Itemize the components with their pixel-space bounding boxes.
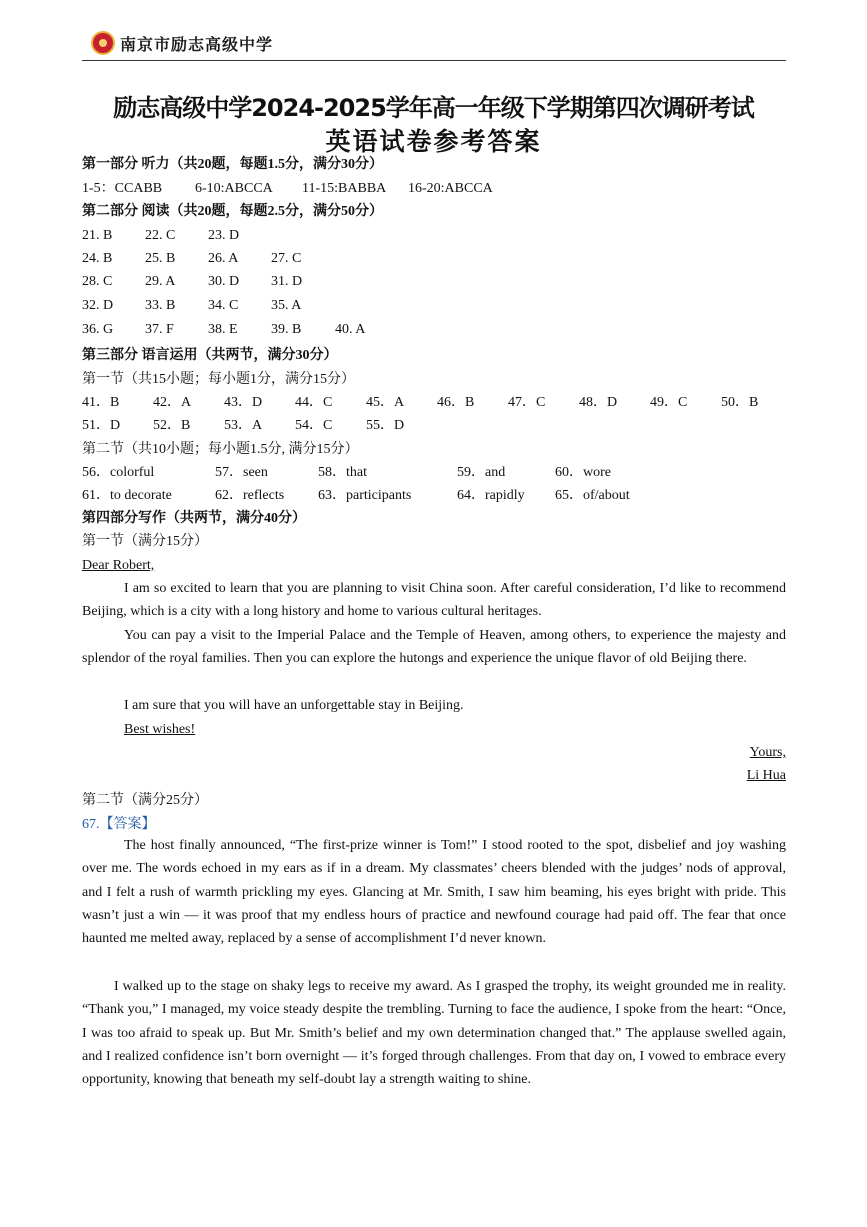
letter-paragraph: You can pay a visit to the Imperial Palace and the Temple of Heaven, among others, to experience the majesty and splendor of the royal families. Then you can explore the hutongs and experience the unique flavor of old Beijing there. <box>82 628 786 667</box>
answer-cell: 33. B <box>145 298 176 313</box>
answer-cell: 34. C <box>208 298 239 313</box>
letter-paragraph: I am sure that you will have an unforgettable stay in Beijing. <box>124 698 464 713</box>
answer-cell: 21. B <box>82 228 113 243</box>
letter-paragraph: I am so excited to learn that you are planning to visit China soon. After careful consideration, I’d like to recommend Beijing, which is a city with a long history and home to various cultural heritages. <box>82 581 786 620</box>
answer-group: 11-15:BABBA <box>302 181 387 196</box>
answer-cell: 32. D <box>82 298 114 313</box>
answer-cell: 26. A <box>208 251 239 266</box>
answer-label: 67.【答案】 <box>82 816 156 832</box>
answer-cell: 25. B <box>145 251 176 266</box>
exam-subtitle: 英语试卷参考答案 <box>325 127 542 156</box>
answer-cell: 40. A <box>335 322 366 337</box>
answer-cell: 50．B <box>721 395 759 410</box>
answer-cell: 62．reflects <box>215 488 285 503</box>
letter-sign-off: Yours, <box>749 745 786 760</box>
essay-paragraph: The host finally announced, “The first-prize winner is Tom!” I stood rooted to the spot, disbelief and joy washing over me. The words echoed in my ears as if in a dream. My classmates’ cheers blended with the judges’ nods of approval, and I felt a rush of warmth prickling my eyes. Glancing at Mr. Smith, I saw him beaming, his eyes bright with pride. This wasn’t just a win — it was proof that my endless hours of practice and newfound courage had paid off. The fear that once haunted me melted away, replaced by a sense of accomplishment I’d never known. <box>82 838 786 947</box>
answer-cell: 47．C <box>508 395 546 410</box>
answer-cell: 51．D <box>82 418 121 433</box>
answer-cell: 31. D <box>271 274 303 289</box>
exam-title: 励志高级中学2024-2025学年高一年级下学期第四次调研考试 <box>113 94 754 122</box>
answer-row <box>82 273 302 291</box>
part2-heading: 第二部分 阅读（共20题，每题2.5分，满分50分） <box>82 204 383 219</box>
answer-cell: 49．C <box>650 395 688 410</box>
school-name: 南京市励志高级中学 <box>120 35 274 54</box>
part1-heading: 第一部分 听力（共20题，每题1.5分，满分30分） <box>82 157 383 172</box>
answer-cell: 23. D <box>208 228 240 243</box>
answer-group: 16-20:ABCCA <box>408 181 493 196</box>
page-header <box>82 27 786 61</box>
answer-cell: 53．A <box>224 418 263 433</box>
answer-cell: 54．C <box>295 418 333 433</box>
answer-cell: 28. C <box>82 274 113 289</box>
part4-heading: 第四部分写作（共两节，满分40分） <box>82 511 306 526</box>
answer-cell: 46．B <box>437 395 475 410</box>
answer-cell: 37. F <box>145 322 174 337</box>
answer-cell: 58．that <box>318 465 367 480</box>
answer-cell: 61．to decorate <box>82 488 172 503</box>
answer-cell: 24. B <box>82 251 113 266</box>
answer-cell: 55．D <box>366 418 405 433</box>
answer-cell: 22. C <box>145 228 176 243</box>
answer-row <box>82 250 301 268</box>
answer-cell: 59．and <box>457 465 506 480</box>
answer-cell: 56．colorful <box>82 465 155 480</box>
part3-section1-heading: 第一节（共15小题；每小题1分，满分15分） <box>82 372 355 387</box>
answer-cell: 29. A <box>145 274 176 289</box>
part3-heading: 第三部分 语言运用（共两节，满分30分） <box>82 348 338 363</box>
answer-row <box>82 417 404 435</box>
answer-row <box>82 394 758 412</box>
answer-row <box>82 297 301 315</box>
answer-cell: 39. B <box>271 322 302 337</box>
answer-cell: 57．seen <box>215 465 268 480</box>
answer-row <box>82 487 630 505</box>
answer-cell: 27. C <box>271 251 302 266</box>
part1-answers <box>82 180 493 198</box>
part4-section1-heading: 第一节（满分15分） <box>82 534 208 549</box>
answer-cell: 36. G <box>82 322 114 337</box>
answer-cell: 30. D <box>208 274 240 289</box>
answer-cell: 35. A <box>271 298 302 313</box>
answer-group: 6-10:ABCCA <box>195 181 273 196</box>
answer-cell: 64．rapidly <box>457 488 525 503</box>
answer-cell: 48．D <box>579 395 618 410</box>
answer-cell: 45．A <box>366 395 405 410</box>
answer-cell: 41．B <box>82 395 120 410</box>
answer-cell: 65．of/about <box>555 488 630 503</box>
answer-row <box>82 321 365 339</box>
answer-cell: 44．C <box>295 395 333 410</box>
answer-cell: 42．A <box>153 395 192 410</box>
answer-cell: 60．wore <box>555 465 611 480</box>
part3-section2-heading: 第二节（共10小题；每小题1.5分, 满分15分） <box>82 442 359 457</box>
part4-section2-heading: 第二节（满分25分） <box>82 793 208 808</box>
letter-salutation: Dear Robert, <box>82 558 155 573</box>
answer-cell: 63．participants <box>318 488 412 503</box>
school-seal-icon <box>91 31 115 55</box>
answer-cell: 43．D <box>224 395 263 410</box>
answer-row <box>82 227 239 245</box>
letter-closing: Best wishes! <box>124 722 196 737</box>
answer-cell: 52．B <box>153 418 191 433</box>
answer-cell: 38. E <box>208 322 238 337</box>
answer-row <box>82 464 611 482</box>
letter-signature: Li Hua <box>746 768 786 783</box>
essay-paragraph: I walked up to the stage on shaky legs to receive my award. As I grasped the trophy, its weight grounded me in reality. “Thank you,” I managed, my voice steady despite the trembling. Turning to face the audience, I spoke from the heart: “Once, I was too afraid to speak up. But Mr. Smith’s belief and my own determination changed that.” The applause swelled again, and I realized confidence isn’t born overnight — it’s forged through challenges. From that day on, I vowed to embrace every opportunity, knowing that beneath my self-doubt lay a strength waiting to shine. <box>82 979 786 1088</box>
answer-group: 1-5：CCABB <box>82 181 163 196</box>
